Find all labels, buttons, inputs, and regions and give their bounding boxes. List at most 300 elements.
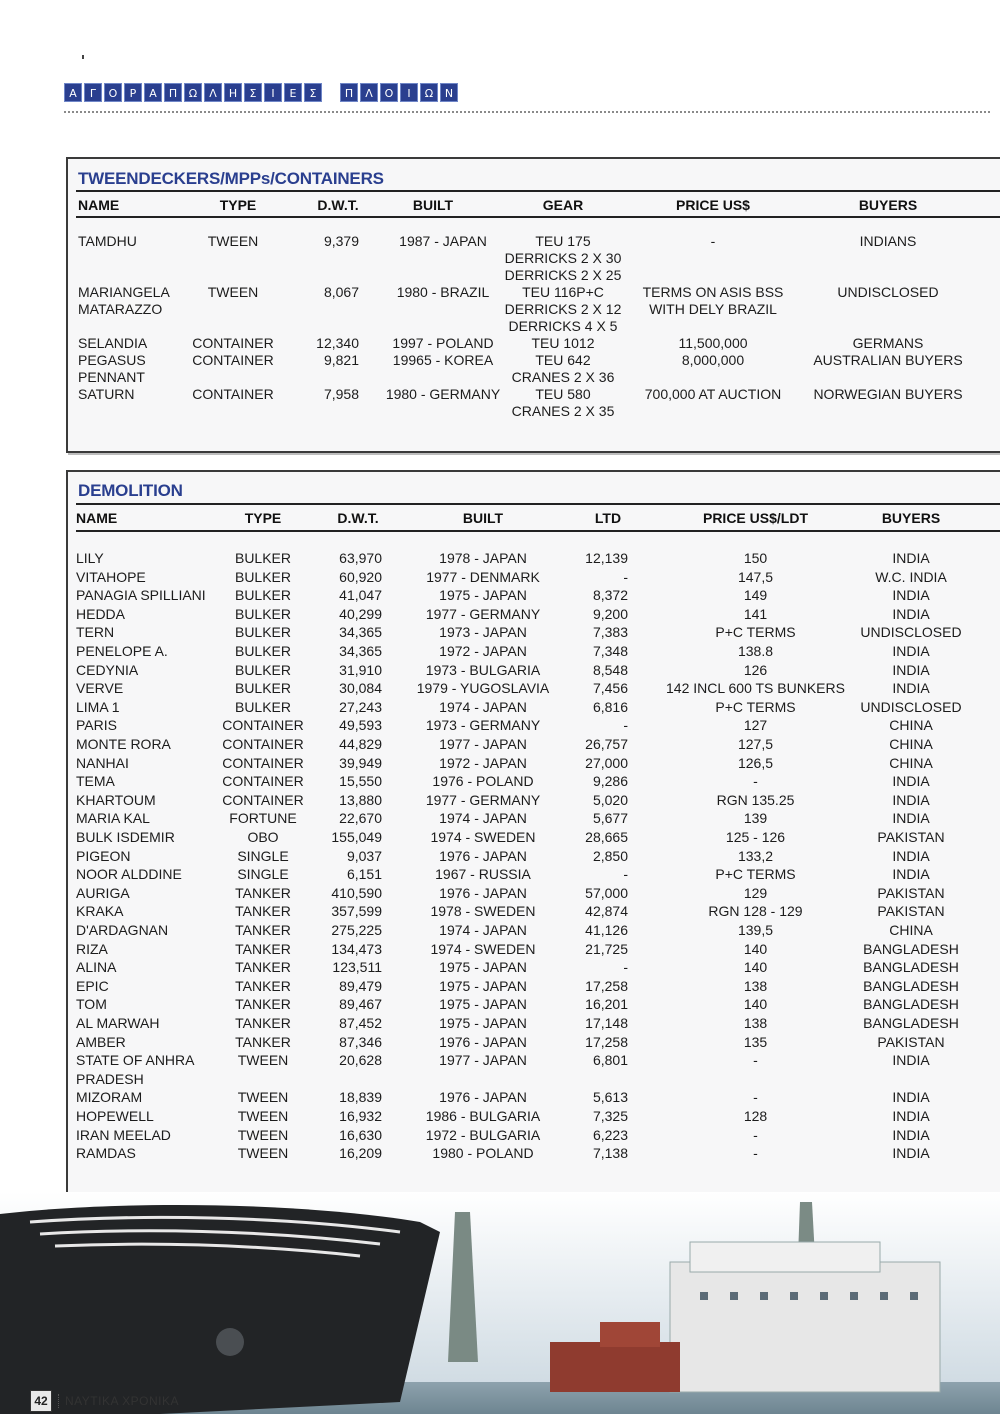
- tweendeckers-cell-price: 700,000 AT AUCTION: [644, 386, 782, 402]
- page-footer: [30, 1390, 179, 1412]
- tweendeckers-top-rule: [76, 190, 1000, 192]
- header-dotted-divider: [64, 111, 990, 113]
- demolition-cell-buyers: CHINA: [889, 717, 933, 734]
- demolition-cell-name: AMBER: [76, 1033, 126, 1050]
- demolition-cell-type: TANKER: [235, 884, 291, 901]
- demolition-cell-name: CEDYNIA: [76, 661, 139, 678]
- demolition-cell-dwt: 9,037: [346, 847, 382, 864]
- demolition-cell-dwt: 275,225: [331, 922, 382, 938]
- demolition-cell-price: 127: [743, 717, 768, 734]
- demolition-cell-dwt: 41,047: [339, 587, 382, 604]
- tweendeckers-cell-buyers: GERMANS: [852, 335, 924, 351]
- demolition-cell-price: 138: [743, 977, 768, 994]
- demolition-cell-name: RIZA: [76, 940, 108, 957]
- demolition-cell-built: 1986 - BULGARIA: [425, 1108, 541, 1124]
- demolition-cell-name: PRADESH: [76, 1070, 144, 1087]
- tweendeckers-header-dwt: D.W.T.: [317, 197, 359, 213]
- section-header: [64, 83, 458, 102]
- demolition-cell-built: 1975 - JAPAN: [439, 996, 527, 1013]
- demolition-cell-type: BULKER: [234, 624, 292, 641]
- demolition-cell-dwt: 87,346: [339, 1033, 382, 1050]
- tweendeckers-cell-col5: DERRICKS 4 X 5: [508, 318, 618, 334]
- word1-letter: Ρ: [124, 83, 142, 102]
- tweendeckers-cell-col5: DERRICKS 2 X 30: [504, 250, 622, 266]
- demolition-cell-price: -: [753, 773, 758, 790]
- demolition-cell-type: TANKER: [235, 1033, 291, 1050]
- tweendeckers-cell-col5: DERRICKS 2 X 25: [504, 267, 622, 283]
- demolition-cell-name: AURIGA: [76, 884, 130, 901]
- scan-speck: [82, 55, 84, 59]
- demolition-cell-price: 149: [743, 587, 768, 604]
- demolition-cell-type: SINGLE: [237, 866, 289, 883]
- demolition-cell-name: VITAHOPE: [76, 568, 146, 585]
- demolition-cell-dwt: 22,670: [339, 810, 382, 827]
- demolition-cell-buyers: INDIA: [892, 1126, 930, 1143]
- demolition-cell-name: TEMA: [76, 773, 115, 790]
- demolition-cell-dwt: 134,473: [331, 940, 382, 957]
- tweendeckers-cell-type: CONTAINER: [192, 386, 274, 402]
- word1-letter: Ο: [104, 83, 122, 102]
- demolition-cell-type: OBO: [247, 829, 279, 845]
- demolition-cell-price: -: [753, 1145, 758, 1162]
- header-word-1: [64, 83, 322, 102]
- demolition-cell-name: KRAKA: [76, 903, 124, 920]
- tweendeckers-header-name: NAME: [78, 197, 120, 213]
- tweendeckers-cell-col5: TEU 1012: [531, 335, 595, 351]
- demolition-cell-built: 1974 - JAPAN: [439, 810, 527, 827]
- demolition-cell-col5: 5,613: [592, 1089, 628, 1106]
- demolition-cell-col5: 7,456: [592, 680, 628, 697]
- demolition-cell-col5: 8,548: [592, 661, 628, 678]
- demolition-cell-name: RAMDAS: [76, 1145, 136, 1162]
- tweendeckers-cell-type: CONTAINER: [192, 352, 274, 368]
- demolition-cell-buyers: INDIA: [892, 587, 930, 604]
- demolition-cell-price: 139: [743, 810, 768, 827]
- demolition-cell-name: PANAGIA SPILLIANI: [76, 587, 206, 604]
- tweendeckers-cell-buyers: NORWEGIAN BUYERS: [813, 386, 963, 402]
- demolition-cell-name: ALINA: [76, 959, 117, 976]
- word2-letter: Ω: [420, 83, 438, 102]
- demolition-cell-price: 150: [743, 550, 768, 566]
- demolition-cell-price: 125 - 126: [725, 829, 786, 845]
- demolition-cell-col5: 7,325: [592, 1108, 628, 1124]
- word1-letter: Α: [64, 83, 82, 102]
- demolition-cell-price: 133,2: [737, 847, 774, 864]
- demolition-cell-buyers: CHINA: [889, 922, 933, 938]
- demolition-cell-price: 129: [743, 884, 768, 901]
- demolition-cell-dwt: 39,949: [339, 754, 382, 771]
- demolition-cell-built: 1972 - JAPAN: [439, 643, 527, 659]
- demolition-cell-type: BULKER: [234, 568, 292, 585]
- demolition-cell-dwt: 87,452: [339, 1015, 382, 1031]
- demolition-cell-type: TANKER: [235, 940, 291, 957]
- tweendeckers-cell-price: 8,000,000: [681, 352, 745, 368]
- tweendeckers-cell-built: 19965 - KOREA: [392, 352, 494, 368]
- demolition-cell-price: 135: [743, 1033, 768, 1050]
- demolition-cell-col5: 9,200: [592, 605, 628, 622]
- demolition-cell-buyers: INDIA: [892, 605, 930, 622]
- demolition-cell-price: P+C TERMS: [715, 624, 796, 641]
- demolition-cell-col5: 21,725: [585, 940, 628, 957]
- demolition-cell-name: LILY: [76, 550, 104, 566]
- demolition-cell-built: 1973 - JAPAN: [439, 624, 527, 641]
- demolition-cell-dwt: 20,628: [339, 1052, 382, 1069]
- tweendeckers-cell-buyers: INDIANS: [859, 233, 917, 249]
- demolition-header-price: PRICE US$/LDT: [702, 510, 808, 526]
- tweendeckers-cell-name: TAMDHU: [78, 233, 137, 249]
- demolition-cell-col5: 9,286: [592, 773, 628, 790]
- demolition-cell-dwt: 44,829: [339, 736, 382, 752]
- demolition-cell-name: MARIA KAL: [76, 810, 150, 827]
- demolition-cell-type: TANKER: [235, 996, 291, 1013]
- demolition-cell-buyers: INDIA: [892, 550, 930, 566]
- tweendeckers-header-col5: GEAR: [542, 197, 584, 213]
- demolition-cell-built: 1972 - JAPAN: [439, 754, 527, 771]
- demolition-cell-dwt: 60,920: [339, 568, 382, 585]
- tweendeckers-cell-price: WITH DELY BRAZIL: [649, 301, 777, 317]
- demolition-cell-built: 1974 - SWEDEN: [430, 829, 536, 845]
- tweendeckers-cell-name: SATURN: [78, 386, 135, 402]
- word1-letter: Α: [144, 83, 162, 102]
- demolition-cell-price: 138.8: [737, 643, 774, 659]
- demolition-cell-col5: -: [623, 866, 628, 883]
- demolition-cell-col5: -: [623, 717, 628, 734]
- demolition-cell-built: 1977 - GERMANY: [425, 791, 541, 808]
- demolition-cell-name: KHARTOUM: [76, 791, 156, 808]
- demolition-cell-col5: 6,801: [592, 1052, 628, 1069]
- demolition-cell-built: 1979 - YUGOSLAVIA: [416, 680, 550, 697]
- demolition-cell-buyers: PAKISTAN: [877, 1033, 945, 1050]
- demolition-cell-buyers: UNDISCLOSED: [860, 624, 962, 641]
- word1-letter: Σ: [244, 83, 262, 102]
- demolition-cell-col5: 41,126: [585, 922, 628, 938]
- demolition-cell-type: BULKER: [234, 661, 292, 678]
- demolition-cell-price: 142 INCL 600 TS BUNKERS: [666, 680, 845, 697]
- tweendeckers-table: [66, 157, 1000, 453]
- demolition-cell-built: 1974 - JAPAN: [439, 698, 527, 715]
- word1-letter: Λ: [204, 83, 222, 102]
- demolition-cell-dwt: 357,599: [331, 903, 382, 920]
- demolition-cell-col5: -: [623, 959, 628, 976]
- demolition-cell-name: PENELOPE A.: [76, 643, 168, 659]
- demolition-cell-dwt: 27,243: [339, 698, 382, 715]
- demolition-cell-type: TANKER: [235, 977, 291, 994]
- demolition-cell-name: NOOR ALDDINE: [76, 866, 182, 883]
- demolition-cell-col5: 12,139: [585, 550, 628, 566]
- tweendeckers-header-buyers: BUYERS: [858, 197, 918, 213]
- demolition-cell-name: MONTE RORA: [76, 736, 171, 752]
- demolition-cell-name: TOM: [76, 996, 107, 1013]
- demolition-cell-buyers: BANGLADESH: [863, 959, 959, 976]
- demolition-cell-buyers: INDIA: [892, 643, 930, 659]
- demolition-cell-dwt: 6,151: [346, 866, 382, 883]
- demolition-cell-buyers: INDIA: [892, 791, 930, 808]
- demolition-cell-built: 1978 - JAPAN: [439, 550, 527, 566]
- demolition-cell-price: P+C TERMS: [715, 698, 796, 715]
- tweendeckers-cell-name: PEGASUS: [78, 352, 146, 368]
- demolition-cell-type: TANKER: [235, 922, 291, 938]
- word1-letter: Ε: [284, 83, 302, 102]
- demolition-cell-name: VERVE: [76, 680, 124, 697]
- demolition-cell-buyers: INDIA: [892, 847, 930, 864]
- demolition-cell-dwt: 13,880: [339, 791, 382, 808]
- demolition-cell-buyers: BANGLADESH: [863, 996, 959, 1013]
- demolition-cell-dwt: 16,630: [339, 1126, 382, 1143]
- demolition-cell-built: 1975 - JAPAN: [439, 959, 527, 976]
- tweendeckers-cell-col5: TEU 175: [535, 233, 591, 249]
- demolition-cell-col5: 17,258: [585, 1033, 628, 1050]
- demolition-cell-dwt: 89,467: [339, 996, 382, 1013]
- tweendeckers-cell-name: MARIANGELA: [78, 284, 170, 300]
- tweendeckers-cell-dwt: 12,340: [316, 335, 359, 351]
- demolition-cell-col5: 27,000: [585, 754, 628, 771]
- demolition-cell-name: HOPEWELL: [76, 1108, 154, 1124]
- demolition-cell-col5: 7,348: [592, 643, 628, 659]
- demolition-cell-buyers: PAKISTAN: [877, 884, 945, 901]
- demolition-cell-col5: 42,874: [585, 903, 628, 920]
- header-word-2: [340, 83, 458, 102]
- tweendeckers-cell-price: 11,500,000: [678, 335, 748, 351]
- demolition-cell-col5: 17,148: [585, 1015, 628, 1031]
- demolition-cell-price: -: [753, 1052, 758, 1069]
- demolition-cell-built: 1975 - JAPAN: [439, 1015, 527, 1031]
- demolition-cell-name: STATE OF ANHRA: [76, 1052, 195, 1069]
- demolition-cell-col5: 6,816: [592, 698, 628, 715]
- demolition-cell-name: TERN: [76, 624, 115, 641]
- word2-letter: Π: [340, 83, 358, 102]
- demolition-cell-name: EPIC: [76, 977, 109, 994]
- demolition-cell-dwt: 40,299: [339, 605, 382, 622]
- demolition-cell-type: TWEEN: [237, 1052, 289, 1069]
- demolition-cell-dwt: 49,593: [339, 717, 382, 734]
- demolition-cell-col5: 28,665: [585, 829, 628, 845]
- word2-letter: Ι: [400, 83, 418, 102]
- demolition-cell-built: 1976 - JAPAN: [439, 1033, 527, 1050]
- magazine-name: ΝΑΥΤΙΚΑ ΧΡΟΝΙΚΑ: [58, 1394, 179, 1408]
- demolition-header-buyers: BUYERS: [881, 510, 941, 526]
- demolition-cell-built: 1976 - POLAND: [432, 773, 534, 790]
- demolition-header-built: BUILT: [462, 510, 504, 526]
- demolition-cell-name: D'ARDAGNAN: [76, 922, 169, 938]
- demolition-cell-name: AL MARWAH: [76, 1015, 160, 1031]
- demolition-cell-type: TANKER: [235, 903, 291, 920]
- tweendeckers-cell-price: TERMS ON ASIS BSS: [642, 284, 784, 300]
- demolition-cell-price: 140: [743, 996, 768, 1013]
- tweendeckers-cell-col5: TEU 642: [535, 352, 591, 368]
- demolition-cell-buyers: CHINA: [889, 754, 933, 771]
- demolition-cell-dwt: 63,970: [339, 550, 382, 566]
- demolition-cell-built: 1976 - JAPAN: [439, 847, 527, 864]
- demolition-cell-price: RGN 135.25: [716, 791, 795, 808]
- demolition-cell-col5: 16,201: [585, 996, 628, 1013]
- demolition-cell-price: 126,5: [737, 754, 774, 771]
- demolition-cell-type: BULKER: [234, 698, 292, 715]
- demolition-cell-type: CONTAINER: [222, 717, 304, 734]
- demolition-cell-type: TWEEN: [237, 1108, 289, 1124]
- demolition-cell-type: CONTAINER: [222, 773, 304, 790]
- demolition-cell-buyers: INDIA: [892, 680, 930, 697]
- demolition-cell-price: RGN 128 - 129: [708, 903, 803, 920]
- demolition-cell-price: 139,5: [737, 922, 774, 938]
- demolition-cell-type: BULKER: [234, 587, 292, 604]
- demolition-cell-type: CONTAINER: [222, 754, 304, 771]
- demolition-cell-built: 1977 - JAPAN: [439, 1052, 527, 1069]
- tweendeckers-header-price: PRICE US$: [676, 197, 750, 213]
- demolition-cell-price: 140: [743, 959, 768, 976]
- tweendeckers-cell-dwt: 9,821: [323, 352, 359, 368]
- demolition-cell-price: 141: [743, 605, 768, 622]
- tweendeckers-cell-buyers: AUSTRALIAN BUYERS: [813, 352, 963, 368]
- demolition-cell-dwt: 18,839: [339, 1089, 382, 1106]
- demolition-cell-price: 127,5: [737, 736, 774, 752]
- demolition-cell-col5: 7,138: [592, 1145, 628, 1162]
- demolition-cell-buyers: W.C. INDIA: [875, 568, 947, 585]
- demolition-cell-col5: 6,223: [592, 1126, 628, 1143]
- demolition-cell-built: 1980 - POLAND: [432, 1145, 534, 1162]
- tweendeckers-cell-dwt: 7,958: [323, 386, 359, 402]
- demolition-header-name: NAME: [76, 510, 118, 526]
- demolition-cell-buyers: INDIA: [892, 1089, 930, 1106]
- demolition-cell-built: 1973 - GERMANY: [425, 717, 541, 734]
- tweendeckers-cell-col5: TEU 580: [535, 386, 591, 402]
- word1-letter: Π: [164, 83, 182, 102]
- demolition-cell-built: 1976 - JAPAN: [439, 1089, 527, 1106]
- demolition-cell-type: FORTUNE: [229, 810, 297, 827]
- demolition-cell-type: CONTAINER: [222, 736, 304, 752]
- demolition-cell-buyers: INDIA: [892, 1108, 930, 1124]
- word1-letter: Ι: [264, 83, 282, 102]
- demolition-cell-col5: 2,850: [592, 847, 628, 864]
- tweendeckers-cell-name: SELANDIA: [78, 335, 148, 351]
- ship-photo: [0, 1192, 1000, 1414]
- tweendeckers-cell-built: 1997 - POLAND: [392, 335, 494, 351]
- demolition-cell-built: 1978 - SWEDEN: [430, 903, 536, 920]
- demolition-cell-dwt: 16,932: [339, 1108, 382, 1124]
- demolition-cell-name: PARIS: [76, 717, 117, 734]
- tweendeckers-cell-buyers: UNDISCLOSED: [837, 284, 939, 300]
- tweendeckers-cell-col5: CRANES 2 X 36: [511, 369, 615, 385]
- demolition-cell-buyers: INDIA: [892, 1052, 930, 1069]
- demolition-cell-price: 128: [743, 1108, 768, 1124]
- demolition-cell-built: 1972 - BULGARIA: [425, 1126, 541, 1143]
- demolition-cell-dwt: 89,479: [339, 977, 382, 994]
- demolition-cell-type: BULKER: [234, 643, 292, 659]
- demolition-cell-type: TWEEN: [237, 1089, 289, 1106]
- demolition-cell-name: MIZORAM: [76, 1089, 143, 1106]
- demolition-cell-dwt: 410,590: [331, 884, 382, 901]
- demolition-cell-type: TANKER: [235, 1015, 291, 1031]
- demolition-cell-built: 1977 - JAPAN: [439, 736, 527, 752]
- word1-letter: Σ: [304, 83, 322, 102]
- demolition-cell-price: 147,5: [737, 568, 774, 585]
- demolition-cell-price: 138: [743, 1015, 768, 1031]
- word1-letter: Η: [224, 83, 242, 102]
- demolition-cell-buyers: BANGLADESH: [863, 1015, 959, 1031]
- demolition-cell-type: TWEEN: [237, 1126, 289, 1143]
- demolition-cell-built: 1973 - BULGARIA: [425, 661, 541, 678]
- demolition-cell-price: 126: [743, 661, 768, 678]
- demolition-cell-type: BULKER: [234, 680, 292, 697]
- demolition-header-type: TYPE: [244, 510, 282, 526]
- demolition-header-rule: [76, 530, 1000, 532]
- demolition-cell-built: 1974 - JAPAN: [439, 922, 527, 938]
- tweendeckers-cell-dwt: 9,379: [323, 233, 359, 249]
- tweendeckers-header-built: BUILT: [412, 197, 454, 213]
- demolition-cell-built: 1975 - JAPAN: [439, 587, 527, 604]
- tweendeckers-cell-built: 1987 - JAPAN: [399, 233, 487, 249]
- demolition-cell-buyers: INDIA: [892, 773, 930, 790]
- demolition-cell-buyers: INDIA: [892, 866, 930, 883]
- tweendeckers-cell-col5: CRANES 2 X 35: [511, 403, 615, 419]
- demolition-cell-buyers: INDIA: [892, 810, 930, 827]
- tweendeckers-cell-col5: DERRICKS 2 X 12: [504, 301, 622, 317]
- demolition-cell-buyers: PAKISTAN: [877, 829, 945, 845]
- demolition-cell-price: P+C TERMS: [715, 866, 796, 883]
- demolition-cell-col5: 5,020: [592, 791, 628, 808]
- tweendeckers-cell-name: MATARAZZO: [78, 301, 163, 317]
- demolition-cell-dwt: 155,049: [331, 829, 382, 845]
- demolition-cell-dwt: 15,550: [339, 773, 382, 790]
- demolition-cell-col5: 17,258: [585, 977, 628, 994]
- demolition-cell-col5: -: [623, 568, 628, 585]
- demolition-cell-col5: 26,757: [585, 736, 628, 752]
- word2-letter: Λ: [360, 83, 378, 102]
- demolition-cell-col5: 8,372: [592, 587, 628, 604]
- tweendeckers-cell-name: PENNANT: [78, 369, 145, 385]
- demolition-cell-type: SINGLE: [237, 847, 289, 864]
- demolition-cell-buyers: INDIA: [892, 661, 930, 678]
- demolition-cell-name: HEDDA: [76, 605, 126, 622]
- demolition-cell-buyers: BANGLADESH: [863, 977, 959, 994]
- demolition-header-col5: LTD: [594, 510, 622, 526]
- tweendeckers-header-type: TYPE: [219, 197, 257, 213]
- demolition-cell-dwt: 30,084: [339, 680, 382, 697]
- tweendeckers-cell-type: TWEEN: [207, 233, 259, 249]
- demolition-cell-dwt: 31,910: [339, 661, 382, 678]
- demolition-cell-buyers: BANGLADESH: [863, 940, 959, 957]
- demolition-cell-buyers: INDIA: [892, 1145, 930, 1162]
- demolition-cell-built: 1977 - DENMARK: [426, 568, 540, 585]
- demolition-cell-type: TWEEN: [237, 1145, 289, 1162]
- demolition-top-rule: [76, 503, 1000, 505]
- tweendeckers-cell-dwt: 8,067: [323, 284, 359, 300]
- demolition-cell-name: NANHAI: [76, 754, 129, 771]
- tweendeckers-header-rule: [76, 216, 1000, 218]
- tweendeckers-cell-type: TWEEN: [207, 284, 259, 300]
- demolition-cell-type: TANKER: [235, 959, 291, 976]
- demolition-cell-dwt: 123,511: [332, 959, 382, 976]
- tweendeckers-cell-built: 1980 - GERMANY: [385, 386, 501, 402]
- word1-letter: Γ: [84, 83, 102, 102]
- tweendeckers-cell-built: 1980 - BRAZIL: [396, 284, 490, 300]
- tweendeckers-title: TWEENDECKERS/MPPs/CONTAINERS: [78, 169, 384, 188]
- demolition-cell-dwt: 34,365: [339, 643, 382, 659]
- demolition-cell-price: 140: [743, 940, 768, 957]
- demolition-cell-built: 1976 - JAPAN: [439, 884, 527, 901]
- word2-letter: Ο: [380, 83, 398, 102]
- demolition-cell-dwt: 34,365: [339, 624, 382, 641]
- tweendeckers-cell-type: CONTAINER: [192, 335, 274, 351]
- word1-letter: Ω: [184, 83, 202, 102]
- demolition-cell-type: BULKER: [234, 605, 292, 622]
- demolition-cell-buyers: UNDISCLOSED: [860, 698, 962, 715]
- demolition-cell-dwt: 16,209: [339, 1145, 382, 1162]
- demolition-cell-built: 1977 - GERMANY: [425, 605, 541, 622]
- demolition-cell-buyers: CHINA: [889, 736, 933, 752]
- demolition-cell-price: -: [753, 1089, 758, 1106]
- demolition-cell-type: BULKER: [234, 550, 292, 566]
- demolition-cell-built: 1975 - JAPAN: [439, 977, 527, 994]
